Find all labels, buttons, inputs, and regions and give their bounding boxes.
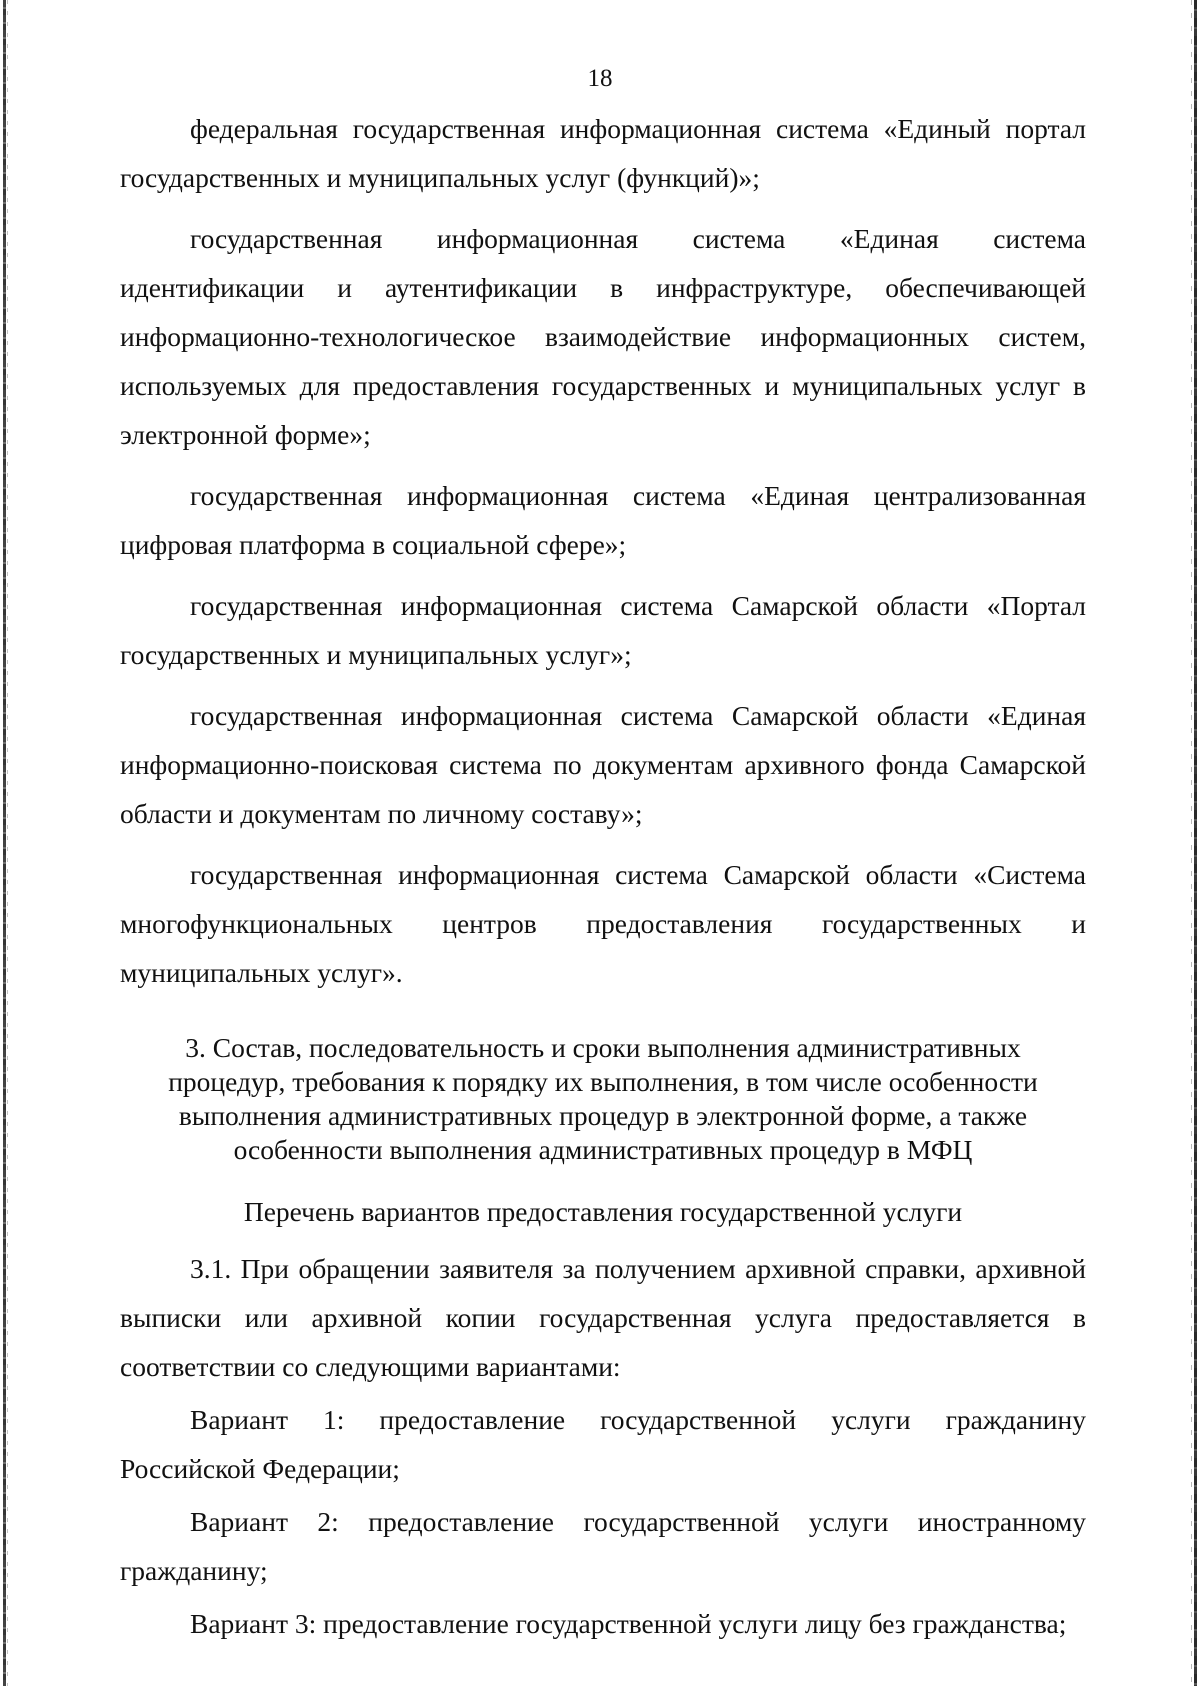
paragraph-3-1: 3.1. При обращении заявителя за получением архивной справки, архивной выписки или архивной копии государственная услуга предоставляется в соответствии со следующими вариантами: — [120, 1253, 1086, 1382]
document-body — [120, 104, 1086, 1648]
paragraph-variant-3: Вариант 3: предоставление государственной услуги лицу без гражданства; — [190, 1608, 1067, 1639]
scan-edge-left — [3, 0, 6, 1686]
paragraph-samara-portal: государственная информационная система Самарской области «Портал государственных и муниципальных услуг»; — [120, 590, 1086, 670]
paragraph-archive-search-system: государственная информационная система Самарской области «Единая информационно-поисковая система по документам архивного фонда Самарской области и документам по личному составу»; — [120, 700, 1086, 829]
section-heading-line: 3. Состав, последовательность и сроки выполнения административных — [185, 1032, 1021, 1063]
section-heading — [120, 1031, 1086, 1167]
scan-edge-right — [1194, 0, 1197, 1686]
page-number: 18 — [587, 65, 613, 92]
paragraph-variant-2: Вариант 2: предоставление государственной услуги иностранному гражданину; — [120, 1506, 1086, 1586]
section-heading-line: выполнения административных процедур в электронной форме, а также — [178, 1100, 1028, 1131]
section-heading-line: особенности выполнения административных процедур в МФЦ — [233, 1134, 973, 1165]
scan-edge-right-inner — [1191, 0, 1192, 1686]
subheading-variants-list: Перечень вариантов предоставления государственной услуги — [243, 1196, 963, 1227]
paragraph-esia: государственная информационная система «Единая система идентификации и аутентификации в инфраструктуре, обеспечивающей информационно-технологическое взаимодействие информационных систем, используемых для предоставления государственных и муниципальных услуг в электронной форме»; — [120, 223, 1086, 450]
paragraph-variant-1: Вариант 1: предоставление государственной услуги гражданину Российской Федерации; — [120, 1404, 1086, 1484]
paragraph-portal-gosuslug: федеральная государственная информационная система «Единый портал государственных и муниципальных услуг (функций)»; — [120, 113, 1086, 193]
paragraph-mfc-system: государственная информационная система Самарской области «Система многофункциональных центров предоставления государственных и муниципальных услуг». — [120, 859, 1086, 988]
section-heading-line: процедур, требования к порядку их выполнения, в том числе особенности — [168, 1066, 1038, 1097]
paragraph-social-platform: государственная информационная система «Единая централизованная цифровая платформа в социальной сфере»; — [120, 480, 1086, 560]
scan-edge-left-inner — [7, 0, 8, 1686]
